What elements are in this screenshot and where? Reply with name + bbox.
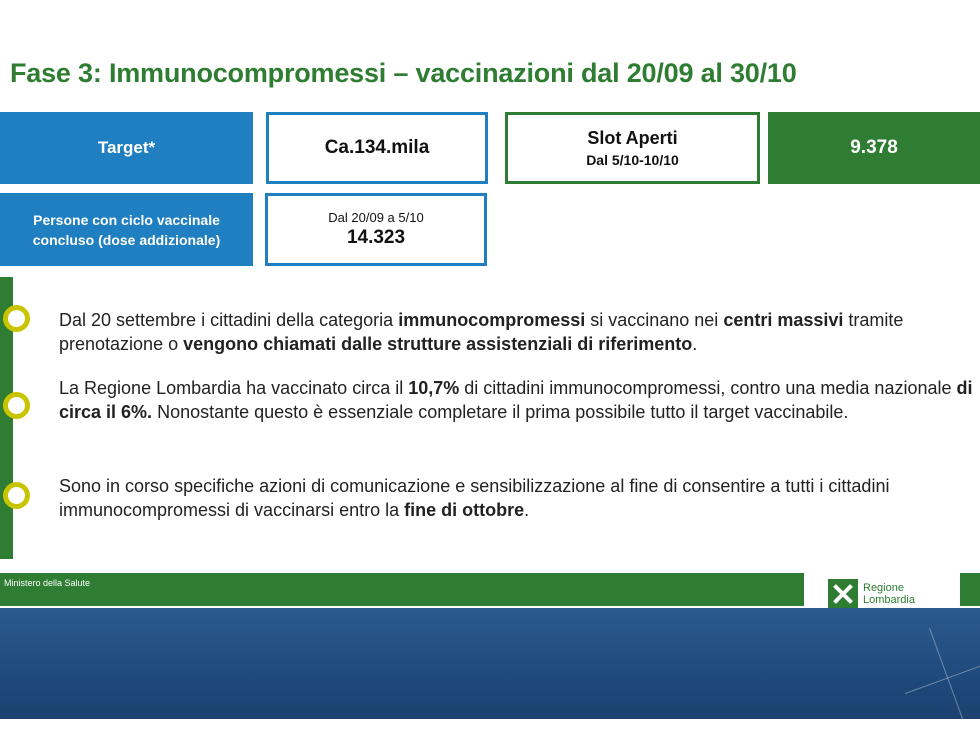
paragraph-bold-text: immunocompromessi (398, 310, 586, 330)
logo-line-1: Regione (863, 581, 904, 594)
bullet-circle-icon (3, 392, 30, 419)
slot-title: Slot Aperti (587, 128, 678, 148)
paragraph-text: di cittadini immunocompromessi, contro una media nazionale (459, 378, 957, 398)
paragraph-text: . (692, 333, 698, 354)
persone-value: 14.323 (346, 227, 406, 248)
slot-value-card: 9.378 (768, 112, 980, 184)
video-bottom-band (0, 608, 980, 719)
paragraph-text: La Regione Lombardia ha vaccinato circa il (59, 378, 409, 398)
bullet-circle-icon (3, 482, 30, 509)
regione-lombardia-rose-icon (828, 579, 858, 609)
logo-text (863, 582, 915, 606)
paragraph-text: Nonostante questo è essenziale completare il prima possibile tutto il target vaccinabile. (152, 401, 849, 422)
persone-label-card: Persone con ciclo vaccinale concluso (dose addizionale) (0, 193, 253, 266)
target-value-card: Ca.134.mila (266, 112, 488, 184)
target-label-card: Target* (0, 112, 253, 184)
logo-line-2: Lombardia (863, 593, 915, 606)
paragraph-bold-text: vengono chiamati dalle strutture assistenziali di riferimento (183, 333, 693, 354)
bullet-circle-icon (3, 305, 30, 332)
regione-lombardia-logo (804, 573, 960, 610)
paragraph-text: si vaccinano nei (585, 310, 724, 330)
paragraph-bold-text: centri massivi (723, 310, 844, 330)
paragraph-3 (59, 475, 974, 522)
paragraph-text: Dal 20 settembre i cittadini della categoria (59, 310, 399, 330)
slot-subtitle: Dal 5/10-10/10 (586, 152, 679, 168)
slot-aperti-card (505, 112, 760, 184)
paragraph-2 (59, 377, 974, 424)
paragraph-text: Sono in corso specifiche azioni di comunicazione e sensibilizzazione al fine di consentire a tutti i cittadini immunocompromessi di vaccinarsi entro la (59, 476, 890, 520)
paragraph-bold-text: 10,7% (408, 378, 460, 398)
persone-value-card (265, 193, 487, 266)
paragraph-bold-text: fine di ottobre (404, 499, 525, 520)
paragraph-text: . (524, 499, 530, 520)
footer-ministero-text: Ministero della Salute (4, 578, 91, 588)
persone-period: Dal 20/09 a 5/10 (328, 210, 424, 225)
paragraph-text: tramite prenotazione o (59, 310, 904, 354)
paragraph-1 (59, 309, 974, 356)
slide-title: Fase 3: Immunocompromessi – vaccinazioni dal 20/09 al 30/10 (10, 58, 797, 88)
paragraph-bold-text: di circa il 6%. (59, 378, 973, 422)
